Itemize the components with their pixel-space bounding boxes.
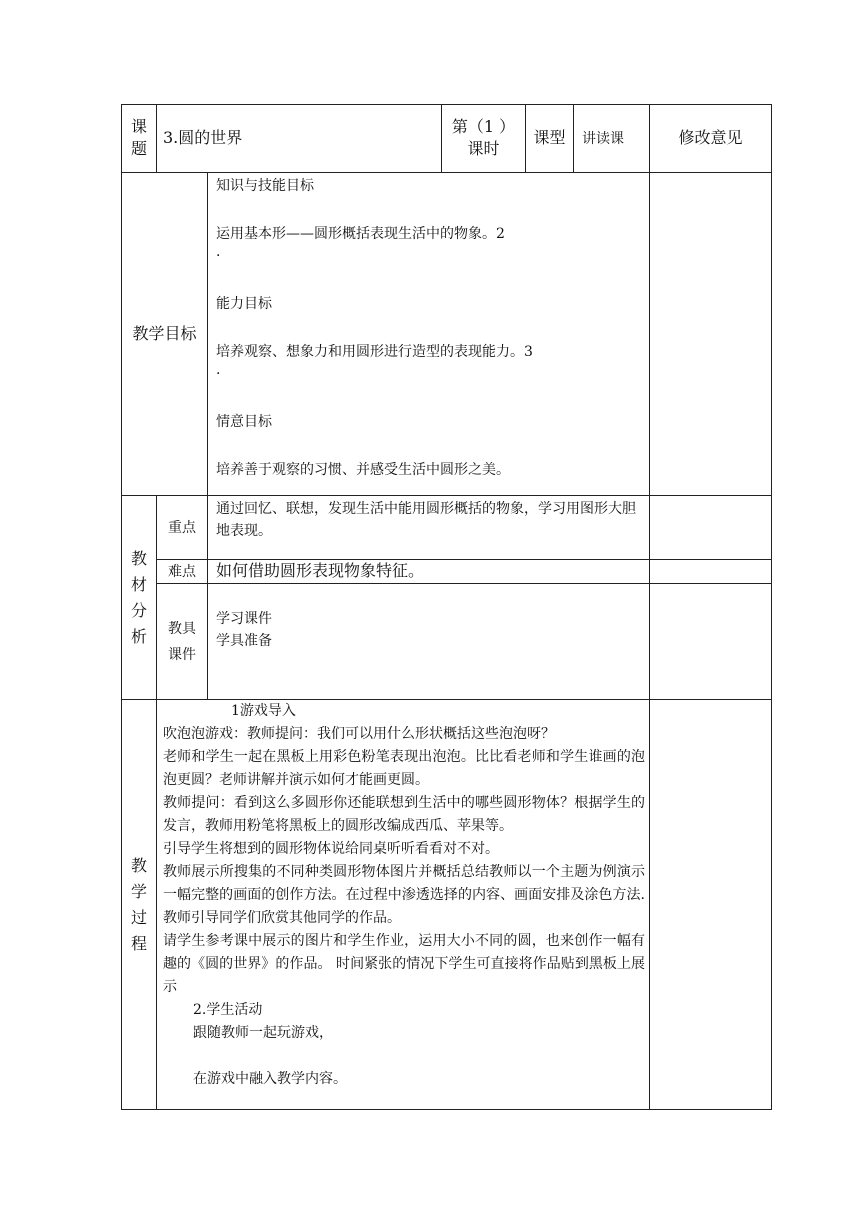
tools-row <box>122 584 772 700</box>
key-text: 通过回忆、联想，发现生活中能用圆形概括的物象，学习用图形大胆地表现。 <box>216 501 636 539</box>
tools-revision-cell <box>650 584 772 700</box>
topic-value-cell <box>157 105 442 173</box>
process-label: 教学过程 <box>130 855 147 953</box>
lesson-number-cell <box>442 105 526 173</box>
lesson-plan-table <box>121 104 772 1110</box>
revision-label-cell <box>650 105 772 173</box>
objectives-content <box>208 173 650 496</box>
difficulty-text: 如何借助圆形表现物象特征。 <box>216 561 425 580</box>
header-row <box>122 105 772 173</box>
type-label: 课型 <box>533 128 566 147</box>
process-activity-1: 跟随教师一起玩游戏， <box>193 1025 333 1041</box>
objectives-row <box>122 173 772 496</box>
tools-label-cell <box>157 584 208 700</box>
tools-line-1: 学习课件 <box>216 611 272 627</box>
process-paragraph-2: 老师和学生一起在黑板上用彩色粉笔表现出泡泡。比比看老师和学生谁画的泡泡更圆？老师讲解并演示如何才能画更圆。 <box>163 749 645 788</box>
process-revision-cell <box>650 700 772 1110</box>
revision-label: 修改意见 <box>678 128 743 147</box>
key-label: 重点 <box>168 519 196 536</box>
process-row <box>122 700 772 1110</box>
tools-label: 教具课件 <box>168 620 196 663</box>
topic-value: 3.圆的世界 <box>163 128 243 147</box>
process-label-cell <box>122 700 157 1110</box>
objective-text-emotion: 培养善于观察的习惯、并感受生活中圆形之美。 <box>216 462 510 478</box>
objective-heading-emotion: 情意目标 <box>216 414 272 430</box>
process-heading: 1游戏导入 <box>231 703 296 719</box>
process-paragraph-5: 教师展示所搜集的不同种类圆形物体图片并概括总结教师以一个主题为例演示一幅完整的画面的创作方法。在过程中渗透选择的内容、画面安排及涂色方法.教师引导同学们欣赏其他同学的作品。 <box>163 864 645 926</box>
type-value-cell <box>574 105 650 173</box>
type-label-cell <box>526 105 574 173</box>
objective-dot-2: · <box>216 366 221 382</box>
process-subheading: 2.学生活动 <box>193 1002 263 1018</box>
difficulty-label-cell <box>157 560 208 584</box>
process-paragraph-1: 吹泡泡游戏：教师提问：我们可以用什么形状概括这些泡泡呀？ <box>163 726 555 742</box>
process-paragraph-6: 请学生参考课中展示的图片和学生作业，运用大小不同的圆，也来创作一幅有趣的《圆的世界》的作品。 时间紧张的情况下学生可直接将作品贴到黑板上展示 <box>163 933 645 995</box>
objectives-label-cell <box>122 173 208 496</box>
process-activity-2: 在游戏中融入教学内容。 <box>193 1071 347 1087</box>
objective-text-ability: 培养观察、想象力和用圆形进行造型的表现能力。3 <box>216 344 533 360</box>
lesson-number: 第（1 ）课时 <box>451 117 516 158</box>
tools-line-2: 学具准备 <box>216 633 272 649</box>
difficulty-label: 难点 <box>168 563 196 580</box>
difficulty-row <box>122 560 772 584</box>
key-revision-cell <box>650 496 772 560</box>
process-paragraph-4: 引导学生将想到的圆形物体说给同桌听听看看对不对。 <box>163 841 499 857</box>
key-label-cell <box>157 496 208 560</box>
topic-label: 课题 <box>130 117 147 158</box>
topic-label-cell <box>122 105 157 173</box>
tools-content <box>208 584 650 700</box>
type-value: 讲读课 <box>582 130 624 147</box>
objective-text-knowledge: 运用基本形——圆形概括表现生活中的物象。2 <box>216 226 505 242</box>
objectives-label: 教学目标 <box>132 323 197 343</box>
objectives-revision-cell <box>650 173 772 496</box>
process-content <box>157 700 650 1110</box>
difficulty-content <box>208 560 650 584</box>
objective-heading-ability: 能力目标 <box>216 296 272 312</box>
objective-dot-1: · <box>216 248 221 264</box>
analysis-label-cell <box>122 496 157 700</box>
process-paragraph-3: 教师提问：看到这么多圆形你还能联想到生活中的哪些圆形物体？根据学生的发言，教师用粉笔将黑板上的圆形改编成西瓜、苹果等。 <box>163 795 645 834</box>
difficulty-revision-cell <box>650 560 772 584</box>
analysis-label: 教材分析 <box>130 548 147 646</box>
key-content <box>208 496 650 560</box>
key-point-row <box>122 496 772 560</box>
objective-heading-knowledge: 知识与技能目标 <box>216 178 314 194</box>
